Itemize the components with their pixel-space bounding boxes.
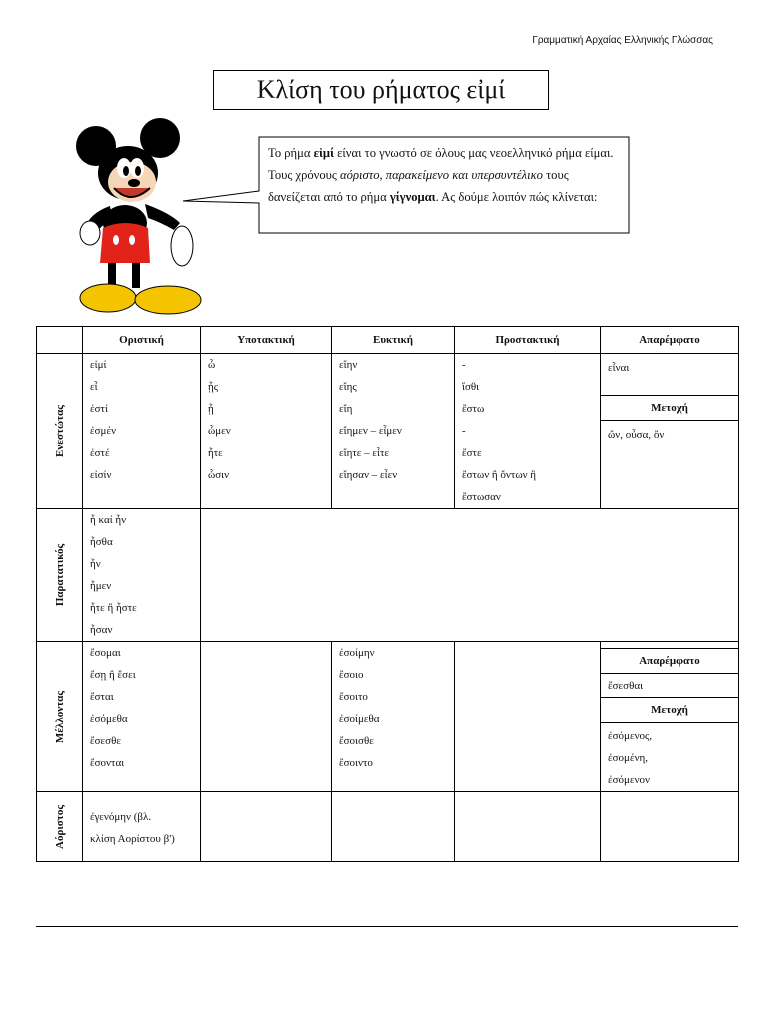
- col-header-prostaktiki: Προστακτική: [455, 327, 601, 354]
- row-enestotas: [37, 354, 739, 509]
- metochi-header: Μετοχή: [601, 395, 738, 421]
- cell-aoristos-efktiki: [332, 792, 455, 862]
- cell-enestotas-prostaktiki: - ἴσθι ἔστω - ἔστε ἔστων ἢ ὄντων ἢ ἔστωσαν: [455, 354, 601, 509]
- cell-paratatikos-oristiki: ἦ καί ἦν ἦσθα ἦν ἦμεν ἦτε ἢ ἦστε ἦσαν: [83, 509, 201, 642]
- cell-aoristos-aparemfato: [601, 792, 739, 862]
- col-header-aparemfato: Απαρέμφατο: [601, 327, 739, 354]
- cell-mellontas-oristiki: ἔσομαι ἔσῃ ἢ ἔσει ἔσται ἐσόμεθα ἔσεσθε ἔσονται: [83, 642, 201, 792]
- row-label-enestotas: Ενεστώτας: [37, 354, 83, 509]
- cell-enestotas-ypotaktiki: ὦ ᾖς ᾖ ὦμεν ἦτε ὦσιν: [201, 354, 332, 509]
- cell-mellontas-aparemfato: Απαρέμφατο ἔσεσθαι Μετοχή ἐσόμενος, ἐσομένη, ἐσόμενον: [601, 642, 739, 792]
- cell-aoristos-prostaktiki: [455, 792, 601, 862]
- row-label-mellontas: Μέλλοντας: [37, 642, 83, 792]
- metochi-subheader: Μετοχή: [601, 697, 738, 723]
- cell-mellontas-ypotaktiki: [201, 642, 332, 792]
- header-row: [37, 327, 739, 354]
- row-label-aoristos: Αόριστος: [37, 792, 83, 862]
- aparemfato-subheader: Απαρέμφατο: [601, 648, 738, 674]
- col-header-ypotaktiki: Υποτακτική: [201, 327, 332, 354]
- row-label-paratatikos: Παρατατικός: [37, 509, 83, 642]
- header-note: Γραμματική Αρχαίας Ελληνικής Γλώσσας: [532, 35, 713, 46]
- cell-paratatikos-empty: [201, 509, 739, 642]
- cell-enestotas-efktiki: εἴην εἴης εἴη εἴημεν – εἶμεν εἴητε – εἶτε εἴησαν – εἶεν: [332, 354, 455, 509]
- col-header-efktiki: Ευκτική: [332, 327, 455, 354]
- footer-rule: [36, 926, 738, 927]
- cell-aoristos-oristiki: ἐγενόμην (βλ. κλίση Αορίστου β'): [83, 792, 201, 862]
- row-aoristos: [37, 792, 739, 862]
- conjugation-table: [36, 326, 739, 862]
- row-paratatikos: [37, 509, 739, 642]
- col-header-oristiki: Οριστική: [83, 327, 201, 354]
- speech-bubble-text: Το ρήμα εἰμί είναι το γνωστό σε όλους μας νεοελληνικό ρήμα είμαι. Τους χρόνους αόριστο, παρακείμενο και υπερσυντέλικο τους δανείζεται από το ρήμα γίγνομαι. Ας δούμε λοιπόν πώς κλίνεται:: [268, 146, 614, 204]
- cell-mellontas-efktiki: ἐσοίμην ἔσοιο ἔσοιτο ἐσοίμεθα ἔσοισθε ἔσοιντο: [332, 642, 455, 792]
- cell-aoristos-ypotaktiki: [201, 792, 332, 862]
- cell-enestotas-oristiki: εἰμί εἶ ἐστί ἐσμέν ἐστέ εἰσίν: [83, 354, 201, 509]
- page-title: Κλίση του ρήματος εἰμί: [213, 70, 549, 110]
- cell-enestotas-aparemfato: εἶναι Μετοχή ὤν, οὖσα, ὄν: [601, 354, 739, 509]
- cell-mellontas-prostaktiki: [455, 642, 601, 792]
- corner-cell: [37, 327, 83, 354]
- row-mellontas: [37, 642, 739, 792]
